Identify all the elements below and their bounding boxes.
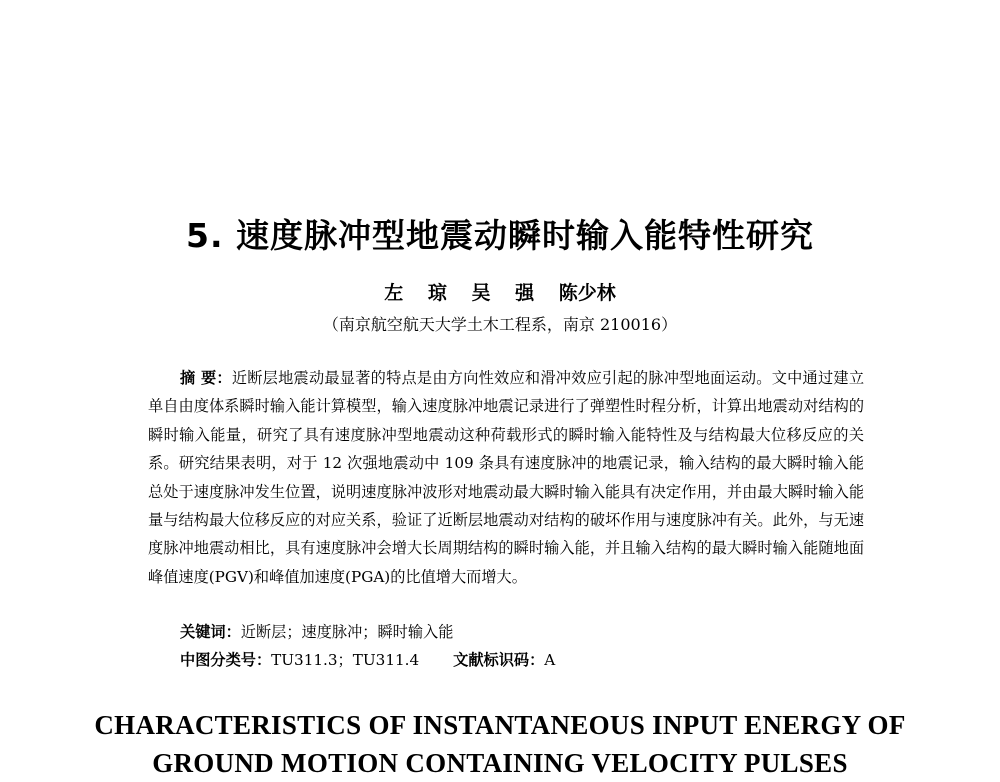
abstract-label: 摘 要： — [180, 369, 232, 387]
clc-label: 中图分类号： — [180, 651, 272, 669]
doc-code-text: A — [544, 651, 556, 669]
keywords-text: 近断层；速度脉冲；瞬时输入能 — [240, 623, 454, 641]
abstract — [148, 364, 864, 591]
english-title — [0, 706, 1000, 782]
english-title-line-1: CHARACTERISTICS OF INSTANTANEOUS INPUT ENERGY OF — [94, 710, 906, 740]
author-list: 左 琼 吴 强 陈少林 — [384, 282, 616, 304]
keywords-label: 关键词： — [180, 623, 241, 641]
keywords — [180, 620, 880, 644]
abstract-text: 近断层地震动最显著的特点是由方向性效应和滑冲效应引起的脉冲型地面运动。文中通过建立单自由度体系瞬时输入能计算模型，输入速度脉冲地震记录进行了弹塑性时程分析，计算出地震动对结构的瞬时输入能量，研究了具有速度脉冲型地震动这种荷载形式的瞬时输入能特性及与结构最大位移反应的关系。研究结果表明，对于 12 次强地震动中 109 条具有速度脉冲的地震记录，输入结构的最大瞬时输入能总处于速度脉冲发生位置，说明速度脉冲波形对地震动最大瞬时输入能具有决定作用，并由最大瞬时输入能量与结构最大位移反应的对应关系，验证了近断层地震动对结构的破坏作用与速度脉冲有关。此外，与无速度脉冲地震动相比，具有速度脉冲会增大长周期结构的瞬时输入能，并且输入结构的最大瞬时输入能随地面峰值速度(PGV)和峰值加速度(PGA)的比值增大而增大。 — [148, 369, 865, 586]
clc-text: TU311.3；TU311.4 — [271, 651, 420, 669]
paper-title: 5. 速度脉冲型地震动瞬时输入能特性研究 — [186, 216, 814, 255]
english-title-line-2: GROUND MOTION CONTAINING VELOCITY PULSES — [152, 748, 848, 778]
doc-code-label: 文献标识码： — [453, 651, 545, 669]
classification — [180, 648, 880, 672]
author-affiliation: （南京航空航天大学土木工程系，南京 210016） — [322, 315, 678, 334]
